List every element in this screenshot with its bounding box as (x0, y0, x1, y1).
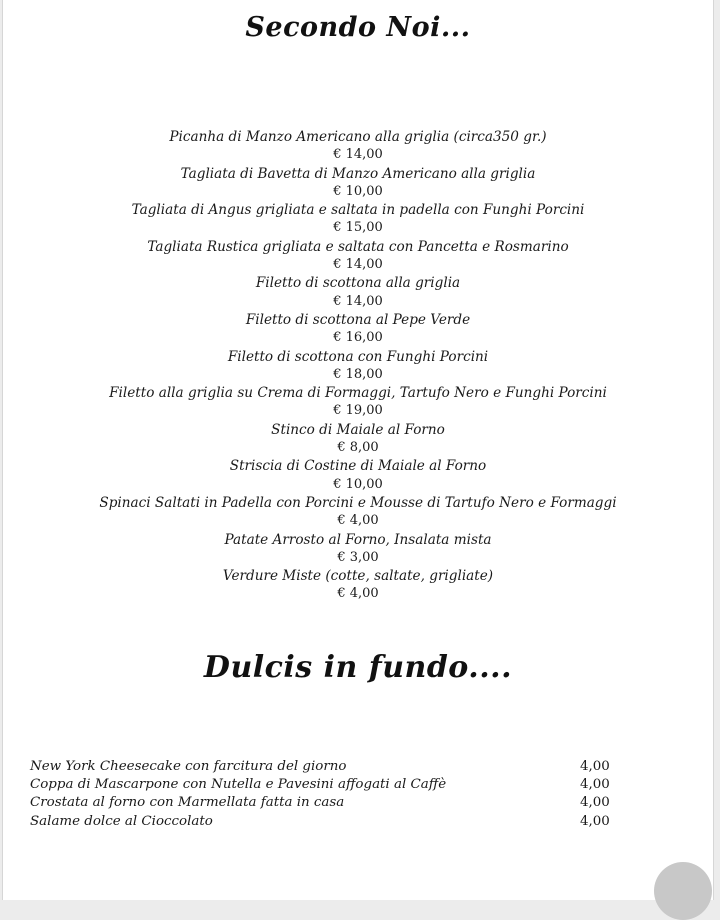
item-name: Filetto di scottona al Pepe Verde (245, 311, 471, 328)
dessert-row (30, 776, 620, 794)
item-name: Filetto alla griglia su Crema di Formaggi, Tartufo Nero e Funghi Porcini (109, 385, 607, 402)
item-name: Striscia di Costine di Maiale al Forno (229, 458, 487, 475)
dessert-row (30, 813, 620, 831)
menu-item (3, 238, 713, 275)
item-name: Tagliata di Bavetta di Manzo Americano alla griglia (180, 165, 536, 182)
dessert-price: 4,00 (580, 777, 610, 793)
item-price: € 18,00 (333, 366, 383, 382)
floating-circle-button[interactable] (654, 862, 712, 920)
item-price: € 16,00 (333, 330, 383, 346)
item-price: € 4,00 (337, 586, 379, 602)
menu-item (3, 384, 713, 421)
dessert-name: New York Cheesecake con farcitura del giorno (30, 759, 347, 774)
menu-item (3, 165, 713, 202)
item-name: Verdure Miste (cotte, saltate, grigliate) (222, 568, 494, 585)
menu-page (2, 0, 714, 900)
item-name: Patate Arrosto al Forno, Insalata mista (224, 531, 492, 548)
menu-item (3, 421, 713, 458)
section-title-dolci: Dulcis in fundo.... (203, 650, 513, 685)
dessert-row (30, 794, 620, 812)
menu-item (3, 567, 713, 604)
menu-item (3, 128, 713, 165)
item-name: Stinco di Maiale al Forno (271, 421, 445, 438)
item-name: Filetto di scottona alla griglia (255, 275, 461, 292)
menu-item (3, 531, 713, 568)
item-name: Tagliata di Angus grigliata e saltata in padella con Funghi Porcini (131, 202, 585, 219)
menu-item (3, 274, 713, 311)
item-price: € 14,00 (333, 257, 383, 273)
dolci-list (30, 758, 620, 831)
item-price: € 19,00 (333, 403, 383, 419)
dessert-price: 4,00 (580, 795, 610, 811)
item-price: € 8,00 (337, 440, 379, 456)
menu-item (3, 457, 713, 494)
menu-item (3, 311, 713, 348)
item-price: € 3,00 (337, 549, 379, 565)
dessert-price: 4,00 (580, 759, 610, 774)
item-price: € 10,00 (333, 476, 383, 492)
dessert-name: Salame dolce al Cioccolato (30, 813, 213, 829)
menu-item (3, 201, 713, 238)
section-title-secondi: Secondo Noi... (245, 12, 471, 43)
item-name: Spinaci Saltati in Padella con Porcini e Mousse di Tartufo Nero e Formaggi (99, 494, 617, 511)
item-name: Filetto di scottona con Funghi Porcini (227, 348, 489, 365)
dessert-row (30, 758, 620, 776)
menu-item (3, 494, 713, 531)
dessert-name: Coppa di Mascarpone con Nutella e Pavesini affogati al Caffè (30, 777, 447, 793)
item-price: € 15,00 (333, 220, 383, 236)
item-price: € 10,00 (333, 183, 383, 199)
secondi-list (3, 128, 713, 604)
item-name: Picanha di Manzo Americano alla griglia (circa350 gr.) (169, 129, 547, 145)
item-price: € 4,00 (337, 513, 379, 529)
dessert-price: 4,00 (580, 813, 610, 829)
item-price: € 14,00 (333, 293, 383, 309)
dessert-name: Crostata al forno con Marmellata fatta in casa (30, 795, 345, 811)
item-price: € 14,00 (333, 147, 383, 163)
item-name: Tagliata Rustica grigliata e saltata con Pancetta e Rosmarino (147, 238, 569, 255)
menu-item (3, 348, 713, 385)
